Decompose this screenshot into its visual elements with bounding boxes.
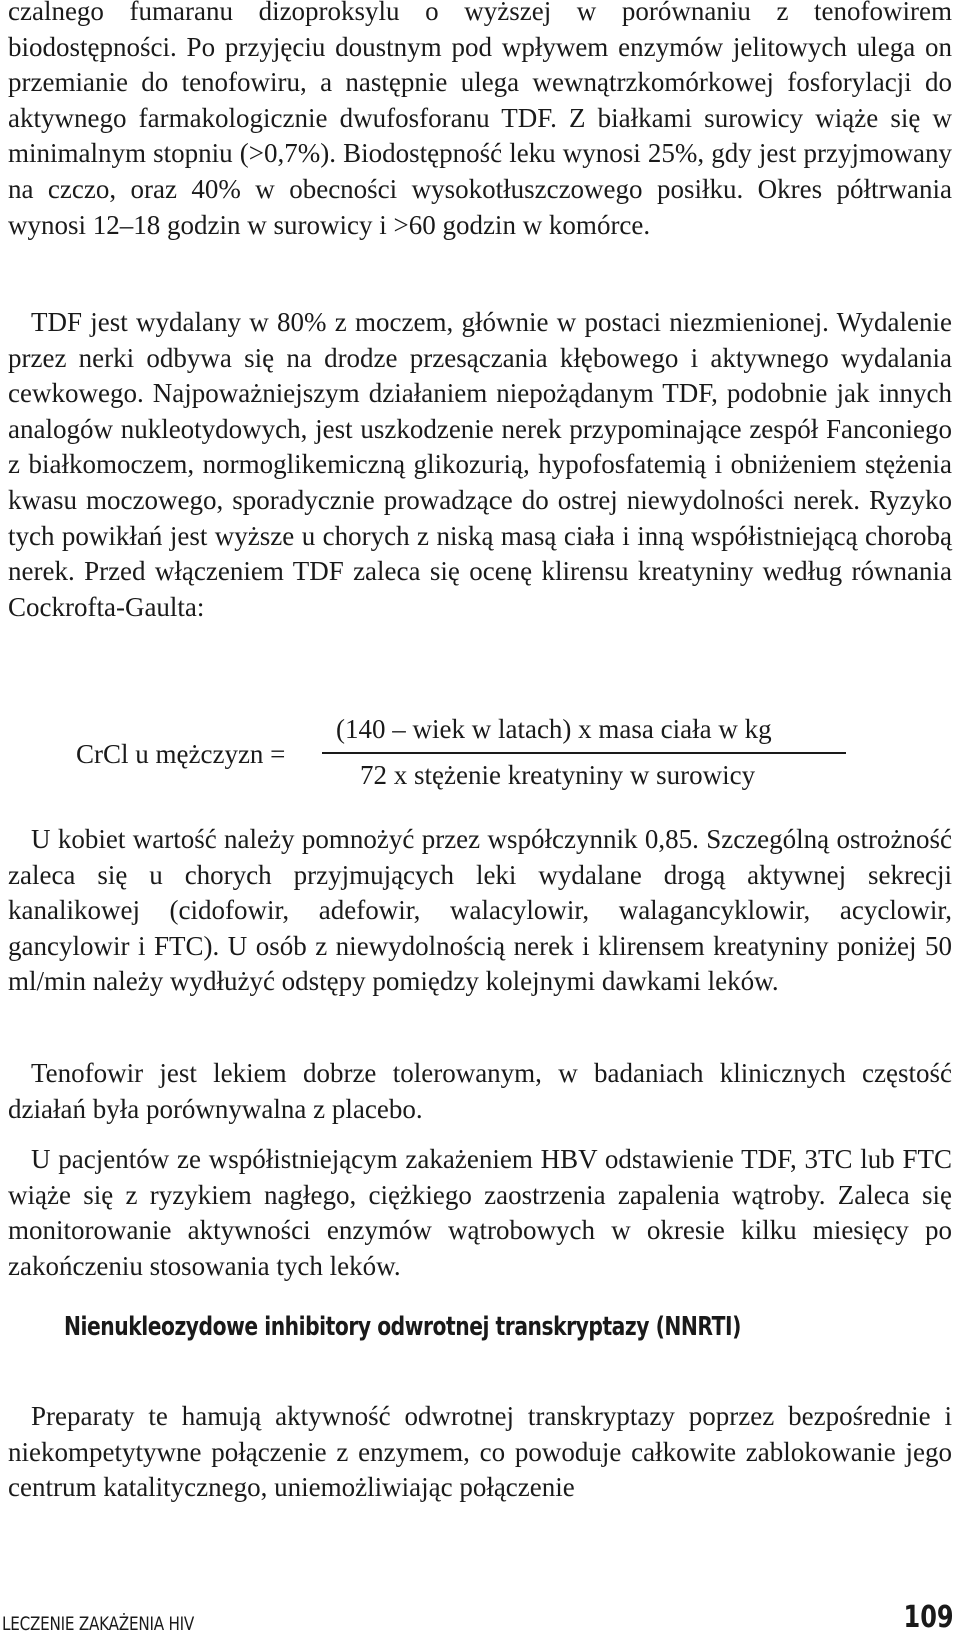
formula-numerator: (140 – wiek w latach) x masa ciała w kg: [336, 714, 772, 744]
formula-denominator: 72 x stężenie kreatyniny w surowicy: [360, 760, 756, 790]
formula-lhs: CrCl u mężczyzn =: [76, 739, 286, 769]
body-paragraph-5: U pacjentów ze współistniejącym zakażeniem HBV odstawienie TDF, 3TC lub FTC wiąże się z ryzykiem nagłego, ciężkiego zaostrzenia zapalenia wątroby. Zaleca się monitorowanie aktywności enzymów wątrobowych w okresie kilku miesięcy po zakończeniu stosowania tych leków.: [8, 1144, 952, 1281]
body-paragraph-1: czalnego fumaranu dizoproksylu o wyższej w porównaniu z tenofowirem biodostępności. Po przyjęciu doustnym pod wpływem enzymów jelitowych ulega on przemianie do tenofowiru, a następnie ulega wewnątrzkomórkowej fosforylacji do aktywnego farmakologicznie dwufosforanu TDF. Z białkami surowicy wiąże się w minimalnym stopniu (>0,7%). Biodostępność leku wynosi 25%, gdy jest przyjmowany na czczo, oraz 40% w obecności wysokotłuszczowego posiłku. Okres półtrwania wynosi 12–18 godzin w surowicy i >60 godzin w komórce.: [8, 0, 952, 240]
body-paragraph-6: Preparaty te hamują aktywność odwrotnej transkryptazy poprzez bezpośrednie i niekompetytywne połączenie z enzymem, co powoduje całkowite zablokowanie jego centrum katalitycznego, uniemożliwiając połączenie: [8, 1401, 952, 1503]
body-paragraph-3: U kobiet wartość należy pomnożyć przez współczynnik 0,85. Szczególną ostrożność zaleca się u chorych przyjmujących leki wydalane drogą aktywnej sekrecji kanalikowej (cidofowir, adefowir, walacylowir, walagancyklowir, acyclowir, gancylowir i FTC). U osób z niewydolnością nerek i klirensem kreatyniny poniżej 50 ml/min należy wydłużyć odstępy pomiędzy kolejnymi dawkami leków.: [8, 824, 952, 997]
body-paragraph-2: TDF jest wydalany w 80% z moczem, głównie w postaci niezmienionej. Wydalenie przez nerki odbywa się na drodze przesączania kłębowego i aktywnego wydalania cewkowego. Najpoważniejszym działaniem niepożądanym TDF, podobnie jak innych analogów nukleotydowych, jest uszkodzenie nerek przypominające zespół Fanconiego z białkomoczem, normoglikemiczną glikozurią, hypofosfatemią i obniżeniem stężenia kwasu moczowego, sporadycznie prowadzące do ostrej niewydolności nerek. Ryzyko tych powikłań jest wyższe u chorych z niską masą ciała i inną współistniejącą chorobą nerek. Przed włączeniem TDF zaleca się ocenę klirensu kreatyniny według równania Cockrofta-Gaulta:: [8, 307, 952, 622]
body-paragraph-4: Tenofowir jest lekiem dobrze tolerowanym, w badaniach klinicznych częstość działań była porównywalna z placebo.: [8, 1058, 952, 1124]
formula-fraction-bar: [322, 752, 846, 754]
cockcroft-gault-formula: [8, 714, 952, 804]
section-heading: Nienukleozydowe inhibitory odwrotnej transkryptazy (NNRTI): [64, 1312, 741, 1342]
running-title: LECZENIE ZAKAŻENIA HIV: [2, 1613, 195, 1635]
page-number: 109: [903, 1600, 954, 1635]
